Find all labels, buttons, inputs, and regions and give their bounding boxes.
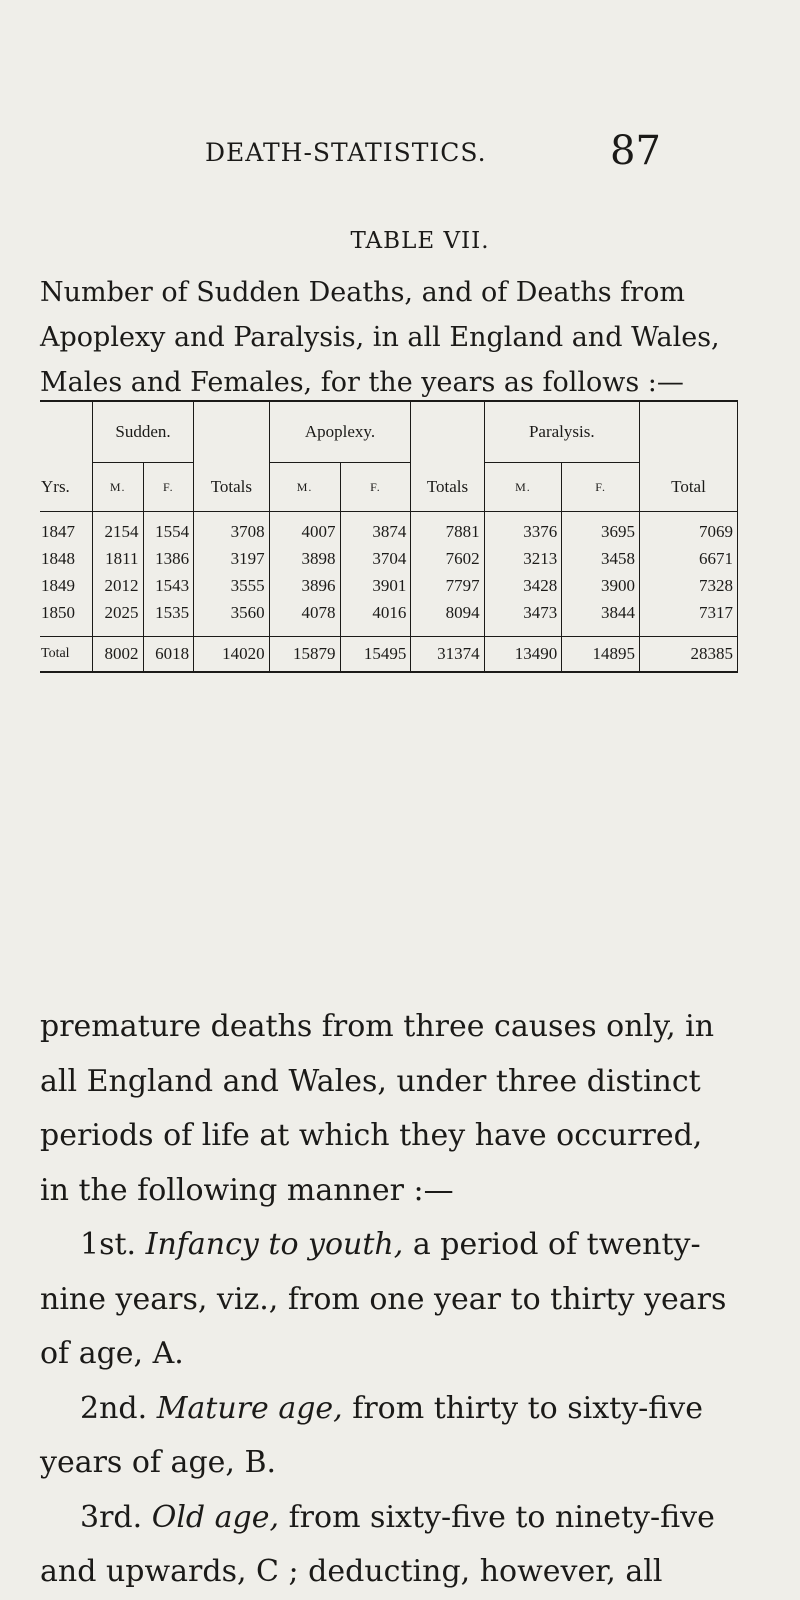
apoplexy-grand-total-cell: 31374 xyxy=(411,637,484,673)
paralysis-female-cell: 3695 xyxy=(562,512,640,546)
apoplexy-total-cell: 8094 xyxy=(411,599,484,637)
apoplexy-female-cell: 3874 xyxy=(340,512,411,546)
column-header-totals: Totals xyxy=(411,463,484,512)
death-statistics-table xyxy=(40,400,738,673)
column-header-female: F. xyxy=(340,463,411,512)
body-line: premature deaths from three causes only, in xyxy=(40,1009,715,1044)
sudden-female-total-cell: 6018 xyxy=(143,637,194,673)
period-label: Mature age, xyxy=(156,1390,343,1426)
sudden-total-cell: 3708 xyxy=(194,512,269,546)
paralysis-female-cell: 3458 xyxy=(562,545,640,572)
sudden-grand-total-cell: 14020 xyxy=(194,637,269,673)
apoplexy-female-total-cell: 15495 xyxy=(340,637,411,673)
sudden-male-cell: 2025 xyxy=(92,599,143,637)
apoplexy-male-cell: 4007 xyxy=(269,512,340,546)
group-header-paralysis: Paralysis. xyxy=(484,401,639,463)
period-item-3 xyxy=(40,1491,780,1546)
table-total-row xyxy=(40,637,738,673)
column-header-female: F. xyxy=(562,463,640,512)
item-number: 2nd. xyxy=(80,1390,148,1426)
sudden-total-cell: 3197 xyxy=(194,545,269,572)
paralysis-total-cell: 7328 xyxy=(639,572,737,599)
column-header-totals: Totals xyxy=(194,463,269,512)
total-label-cell: Total xyxy=(40,637,92,673)
body-line: nine years, viz., from one year to thirty years xyxy=(40,1281,727,1317)
body-line: of age, A. xyxy=(40,1336,184,1371)
table-group-header-row xyxy=(40,401,738,463)
table-row xyxy=(40,512,738,546)
column-header-male: M. xyxy=(484,463,562,512)
paralysis-male-cell: 3376 xyxy=(484,512,562,546)
apoplexy-male-cell: 3898 xyxy=(269,545,340,572)
year-cell: 1847 xyxy=(40,512,92,546)
paralysis-female-cell: 3844 xyxy=(562,599,640,637)
column-header-years: Yrs. xyxy=(41,476,70,496)
item-text: from sixty-five to ninety-five xyxy=(279,1499,715,1535)
year-cell: 1850 xyxy=(41,602,75,622)
body-line: all England and Wales, under three distinct xyxy=(40,1063,701,1099)
apoplexy-male-cell: 3896 xyxy=(269,572,340,599)
paralysis-total-cell: 7317 xyxy=(639,599,737,637)
page-header xyxy=(0,128,800,178)
sudden-male-total-cell: 8002 xyxy=(92,637,143,673)
column-header-male: M. xyxy=(269,463,340,512)
paralysis-female-total-cell: 14895 xyxy=(562,637,640,673)
blank-header-cell xyxy=(411,401,484,463)
year-cell: 1849 xyxy=(41,575,75,595)
body-line: years of age, B. xyxy=(40,1445,277,1480)
item-text: a period of twenty- xyxy=(403,1227,701,1262)
apoplexy-male-cell: 4078 xyxy=(269,599,340,637)
period-label: Infancy to youth, xyxy=(145,1227,404,1262)
group-header-apoplexy: Apoplexy. xyxy=(269,401,411,463)
apoplexy-total-cell: 7797 xyxy=(411,572,484,599)
body-line: in the following manner :— xyxy=(40,1172,454,1208)
sudden-female-cell: 1543 xyxy=(143,572,194,599)
sudden-total-cell: 3560 xyxy=(194,599,269,637)
table-row xyxy=(40,545,738,572)
blank-header-cell xyxy=(194,401,269,463)
table-caption xyxy=(40,270,760,405)
caption-line: Number of Sudden Deaths, and of Deaths from xyxy=(40,277,685,308)
apoplexy-total-cell: 7602 xyxy=(411,545,484,572)
item-number: 3rd. xyxy=(80,1499,143,1535)
body-line: periods of life at which they have occurred, xyxy=(40,1118,703,1153)
caption-line: Apoplexy and Paralysis, in all England and Wales, xyxy=(40,322,720,353)
year-cell: 1848 xyxy=(41,548,75,568)
column-header-total: Total xyxy=(639,463,737,512)
sudden-total-cell: 3555 xyxy=(194,572,269,599)
sudden-male-cell: 1811 xyxy=(92,545,143,572)
blank-header-cell xyxy=(639,401,737,463)
apoplexy-female-cell: 4016 xyxy=(340,599,411,637)
sudden-female-cell: 1554 xyxy=(143,512,194,546)
item-number: 1st. xyxy=(80,1227,137,1262)
column-header-male: M. xyxy=(92,463,143,512)
paralysis-male-cell: 3473 xyxy=(484,599,562,637)
sudden-male-cell: 2012 xyxy=(92,572,143,599)
blank-header-cell xyxy=(40,401,92,463)
paralysis-male-total-cell: 13490 xyxy=(484,637,562,673)
sudden-female-cell: 1386 xyxy=(143,545,194,572)
paralysis-male-cell: 3213 xyxy=(484,545,562,572)
paralysis-male-cell: 3428 xyxy=(484,572,562,599)
table-title: TABLE VII. xyxy=(350,228,490,254)
sudden-female-cell: 1535 xyxy=(143,599,194,637)
apoplexy-male-total-cell: 15879 xyxy=(269,637,340,673)
period-label: Old age, xyxy=(151,1499,280,1535)
group-header-sudden: Sudden. xyxy=(92,401,193,463)
column-header-female: F. xyxy=(143,463,194,512)
caption-line: Males and Females, for the years as follows :— xyxy=(40,367,684,398)
paralysis-female-cell: 3900 xyxy=(562,572,640,599)
paralysis-total-cell: 7069 xyxy=(639,512,737,546)
table-row xyxy=(40,572,738,599)
item-text: from thirty to sixty-five xyxy=(342,1390,703,1426)
body-line: and upwards, C ; deducting, however, all xyxy=(40,1554,663,1589)
apoplexy-female-cell: 3704 xyxy=(340,545,411,572)
sudden-male-cell: 2154 xyxy=(92,512,143,546)
apoplexy-total-cell: 7881 xyxy=(411,512,484,546)
body-text xyxy=(40,1000,780,1600)
table-column-header-row xyxy=(40,463,738,512)
page-number: 87 xyxy=(610,128,661,174)
paralysis-grand-total-cell: 28385 xyxy=(639,637,737,673)
apoplexy-female-cell: 3901 xyxy=(340,572,411,599)
period-item-2 xyxy=(40,1382,780,1437)
running-head: DEATH-STATISTICS. xyxy=(205,138,487,167)
table-row xyxy=(40,599,738,637)
period-item-1 xyxy=(40,1218,780,1273)
paralysis-total-cell: 6671 xyxy=(639,545,737,572)
